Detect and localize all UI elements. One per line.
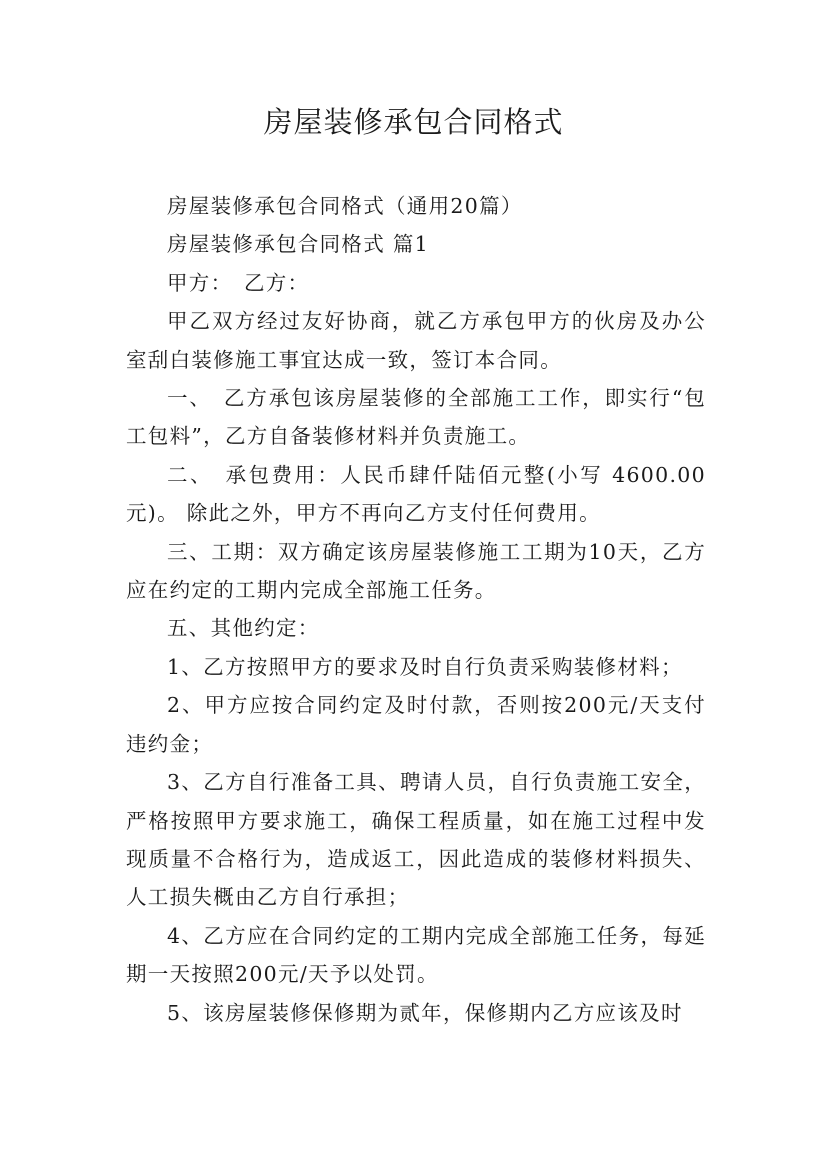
document-body bbox=[126, 187, 706, 1032]
paragraph-subtitle: 房屋装修承包合同格式（通用20篇） bbox=[167, 194, 523, 218]
paragraph-clause-5: 五、其他约定： bbox=[167, 616, 320, 641]
document-title: 房屋装修承包合同格式 bbox=[263, 105, 564, 139]
paragraph-item-5: 5、该房屋装修保修期为贰年，保修期内乙方应该及时 bbox=[167, 1000, 683, 1025]
paragraph-clause-2: 二、 承包费用：人民币肆仟陆佰元整(小写 4600.00元)。 除此之外，甲方不再向乙方支付任何费用。 bbox=[126, 462, 706, 526]
paragraph-intro: 甲乙双方经过友好协商，就乙方承包甲方的伙房及办公室刮白装修施工事宜达成一致，签订本合同。 bbox=[126, 309, 706, 372]
paragraph-item-3: 3、乙方自行准备工具、聘请人员，自行负责施工安全，严格按照甲方要求施工，确保工程质量，如在施工过程中发现质量不合格行为，造成返工，因此造成的装修材料损失、人工损失概由乙方自行承担； bbox=[126, 770, 706, 910]
paragraph-item-4: 4、乙方应在合同约定的工期内完成全部施工任务，每延期一天按照200元/天予以处罚。 bbox=[126, 923, 706, 987]
paragraph-clause-3: 三、工期：双方确定该房屋装修施工工期为10天，乙方应在约定的工期内完成全部施工任务。 bbox=[126, 539, 706, 603]
paragraph-parties: 甲方： 乙方： bbox=[167, 270, 310, 295]
paragraph-item-2: 2、甲方应按合同约定及时付款，否则按200元/天支付违约金； bbox=[126, 693, 706, 756]
paragraph-clause-1: 一、 乙方承包该房屋装修的全部施工工作，即实行“包工包料”，乙方自备装修材料并负责施工。 bbox=[126, 386, 706, 449]
paragraph-section-heading: 房屋装修承包合同格式 篇1 bbox=[167, 232, 429, 257]
paragraph-item-1: 1、乙方按照甲方的要求及时自行负责采购装修材料； bbox=[167, 654, 683, 679]
